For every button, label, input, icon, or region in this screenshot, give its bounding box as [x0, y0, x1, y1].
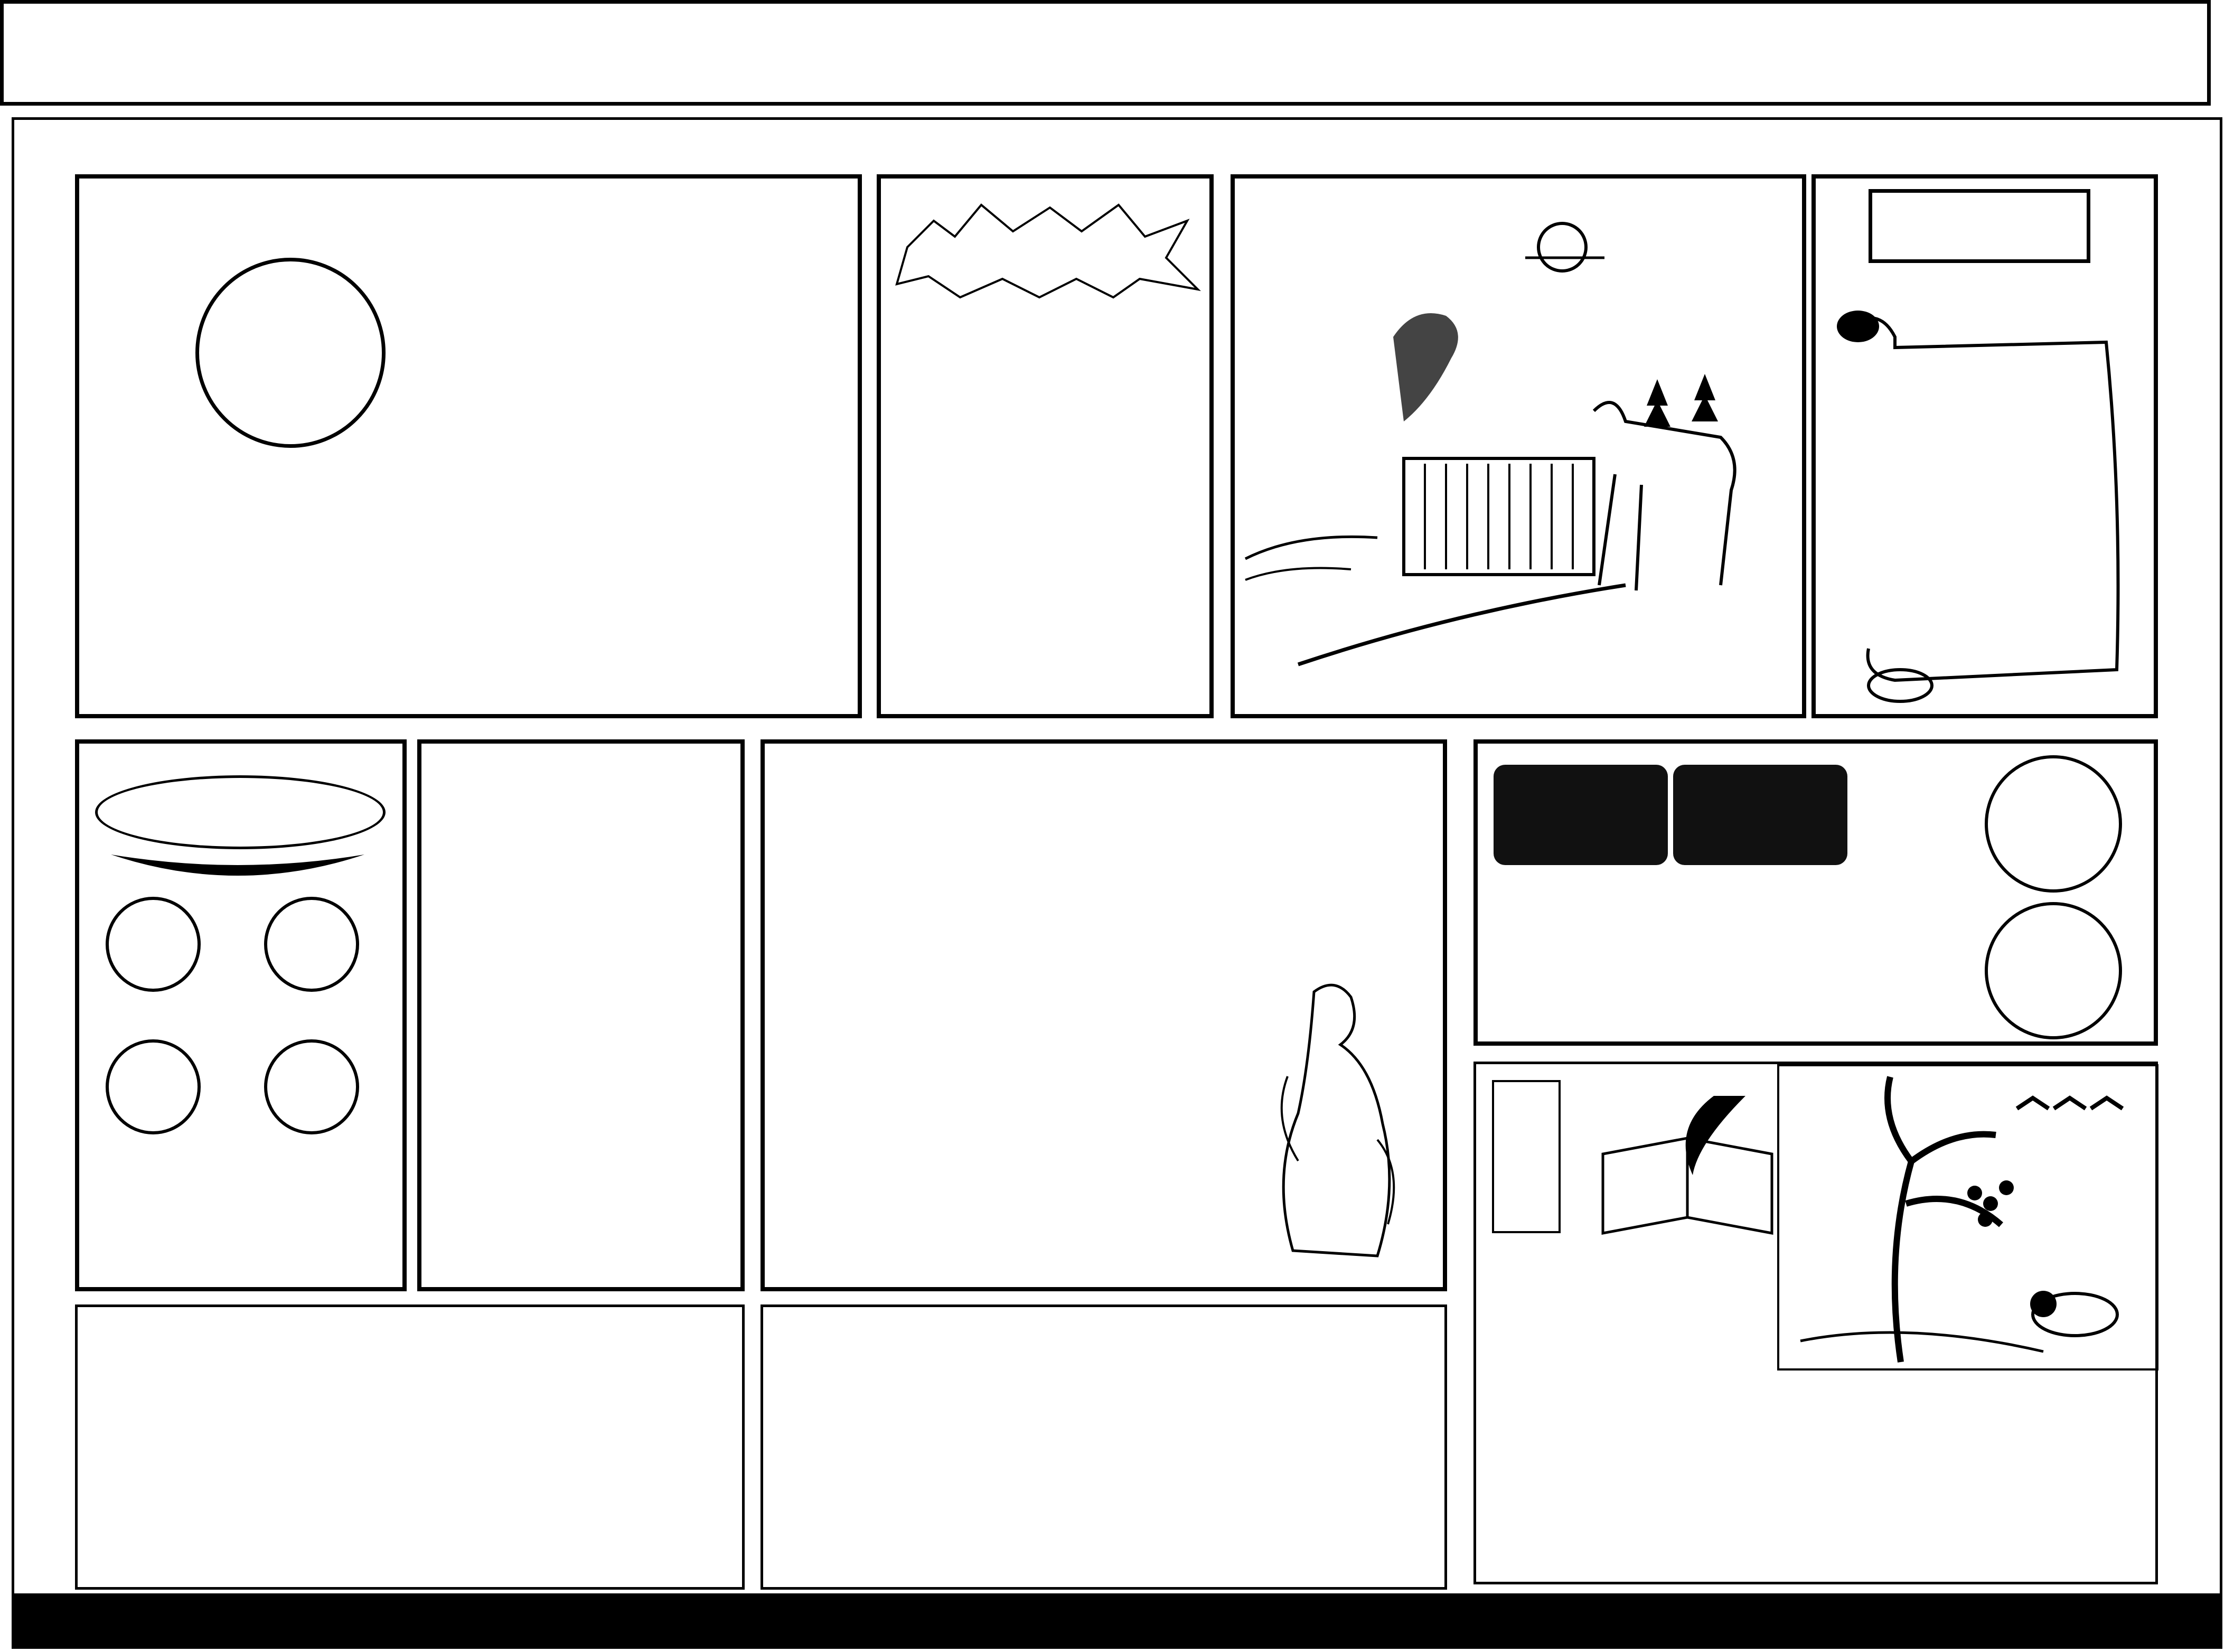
tab-special [1673, 765, 1847, 865]
jiehua-title-box [1492, 1080, 1561, 1233]
logo-panel [75, 174, 862, 718]
jiehua-panel [1473, 1062, 2158, 1584]
crane-deer-drawing [1235, 179, 1802, 714]
kaihe-circle-2 [1985, 902, 2122, 1039]
mengliao-panel [417, 739, 745, 1291]
tema-title-oval [95, 775, 386, 849]
qiushi-panel [761, 739, 1447, 1291]
scroll-drawing [1826, 305, 2154, 717]
xunma-panel [1811, 174, 2158, 718]
tema-panel [75, 739, 407, 1291]
xunma-title-box [1869, 189, 2090, 263]
qiushi-text [818, 891, 1240, 1272]
liuhe-panel [877, 174, 1214, 718]
right-border-strip [2168, 169, 2210, 1590]
book-quill-drawing [1571, 1075, 1809, 1249]
results-panel [75, 1304, 745, 1590]
burst-decoration [891, 200, 1203, 300]
tab-total [1494, 765, 1668, 865]
capsule-panel [761, 1304, 1447, 1590]
jiehua-picture [1777, 1064, 2158, 1371]
header-bar [0, 0, 2211, 106]
footer-bar [12, 1596, 2222, 1649]
tema-number-circle [106, 897, 201, 992]
top-border-strip [26, 126, 2208, 168]
left-border-strip [21, 169, 63, 1590]
kaihe-panel [1473, 739, 2158, 1046]
tema-number-circle [264, 897, 359, 992]
seal-logo [195, 258, 386, 448]
tema-number-circle [264, 1039, 359, 1134]
tema-swoosh [106, 849, 370, 881]
sage-figure [1256, 971, 1430, 1266]
puzzle-illustration [1231, 174, 1806, 718]
tema-number-circle [106, 1039, 201, 1134]
kaihe-circle-1 [1985, 755, 2122, 893]
tree-animal-drawing [1779, 1066, 2156, 1368]
